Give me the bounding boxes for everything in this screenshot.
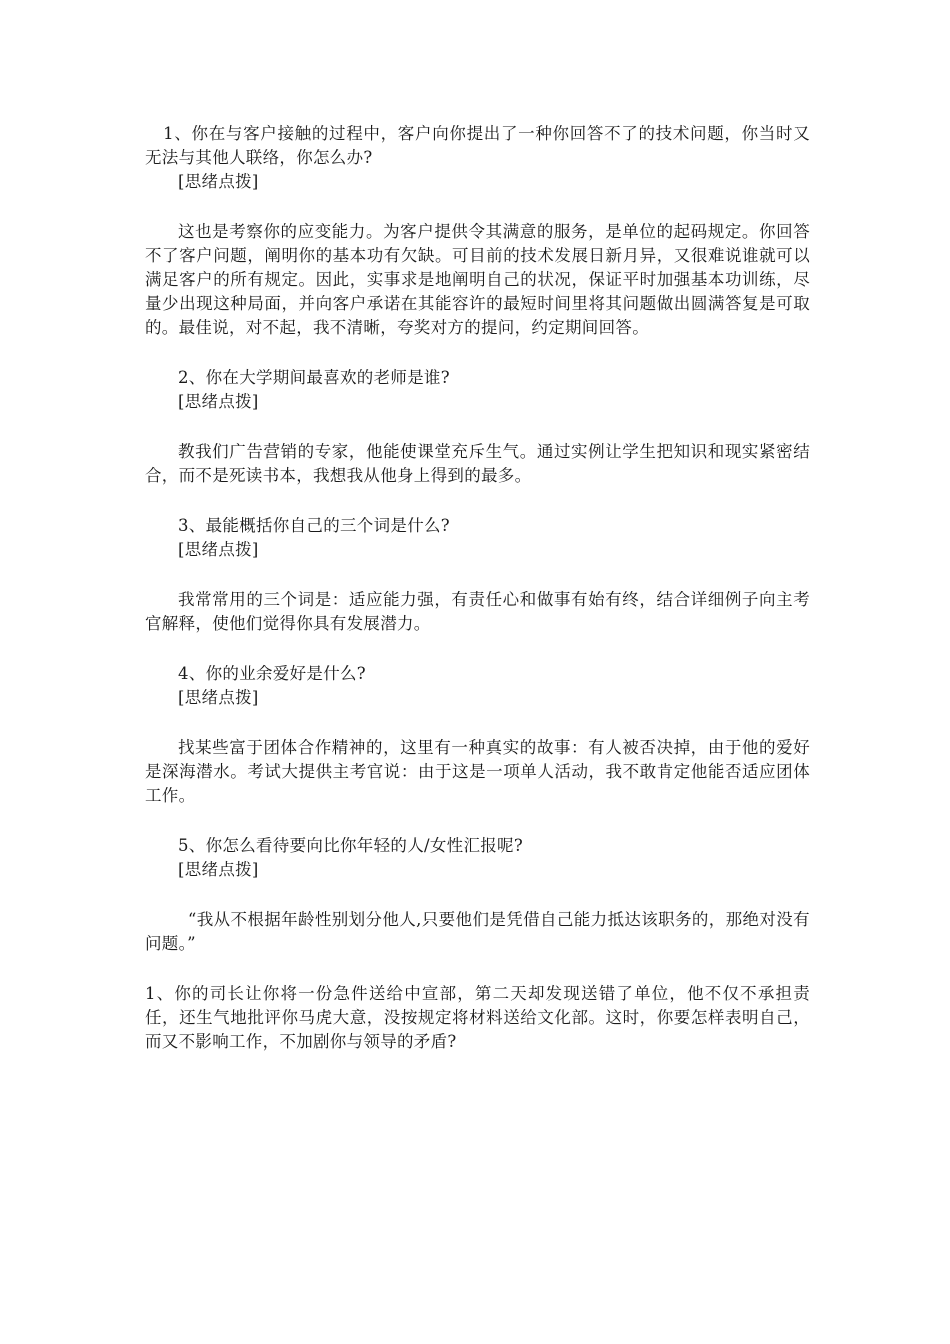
question-1: 1、你在与客户接触的过程中，客户向你提出了一种你回答不了的技术问题，你当时又无法与其他人联络，你怎么办? — [145, 124, 810, 167]
answer-4: 找某些富于团体合作精神的，这里有一种真实的故事：有人被否决掉，由于他的爱好是深海潜水。考试大提供主考官说：由于这是一项单人活动，我不敢肯定他能否适应团体工作。 — [145, 738, 810, 805]
hint-label: [思绪点拨] — [178, 860, 259, 879]
question-4: 4、你的业余爱好是什么? — [178, 664, 366, 683]
question-5: 5、你怎么看待要向比你年轻的人/女性汇报呢? — [178, 836, 524, 855]
document-page — [145, 122, 810, 1054]
answer-5: “我从不根据年龄性别划分他人,只要他们是凭借自己能力抵达该职务的，那绝对没有问题。” — [145, 910, 810, 953]
hint-label: [思绪点拨] — [178, 392, 259, 411]
answer-2: 教我们广告营销的专家，他能使课堂充斥生气。通过实例让学生把知识和现实紧密结合，而不是死读书本，我想我从他身上得到的最多。 — [145, 442, 810, 485]
hint-label: [思绪点拨] — [178, 172, 259, 191]
question-3: 3、最能概括你自己的三个词是什么? — [178, 516, 450, 535]
question-6: 1、你的司长让你将一份急件送给中宣部，第二天却发现送错了单位，他不仅不承担责任，还生气地批评你马虎大意，没按规定将材料送给文化部。这时，你要怎样表明自己，而又不影响工作，不加剧你与领导的矛盾? — [145, 984, 810, 1051]
answer-1: 这也是考察你的应变能力。为客户提供令其满意的服务，是单位的起码规定。你回答不了客户问题，阐明你的基本功有欠缺。可目前的技术发展日新月异，又很难说谁就可以满足客户的所有规定。因此，实事求是地阐明自己的状况，保证平时加强基本功训练，尽量少出现这种局面，并向客户承诺在其能容许的最短时间里将其问题做出圆满答复是可取的。最佳说，对不起，我不清晰，夸奖对方的提问，约定期间回答。 — [145, 222, 810, 337]
hint-label: [思绪点拨] — [178, 540, 259, 559]
question-2: 2、你在大学期间最喜欢的老师是谁? — [178, 368, 450, 387]
hint-label: [思绪点拨] — [178, 688, 259, 707]
answer-3: 我常常用的三个词是：适应能力强，有责任心和做事有始有终，结合详细例子向主考官解释，使他们觉得你具有发展潜力。 — [145, 590, 810, 633]
